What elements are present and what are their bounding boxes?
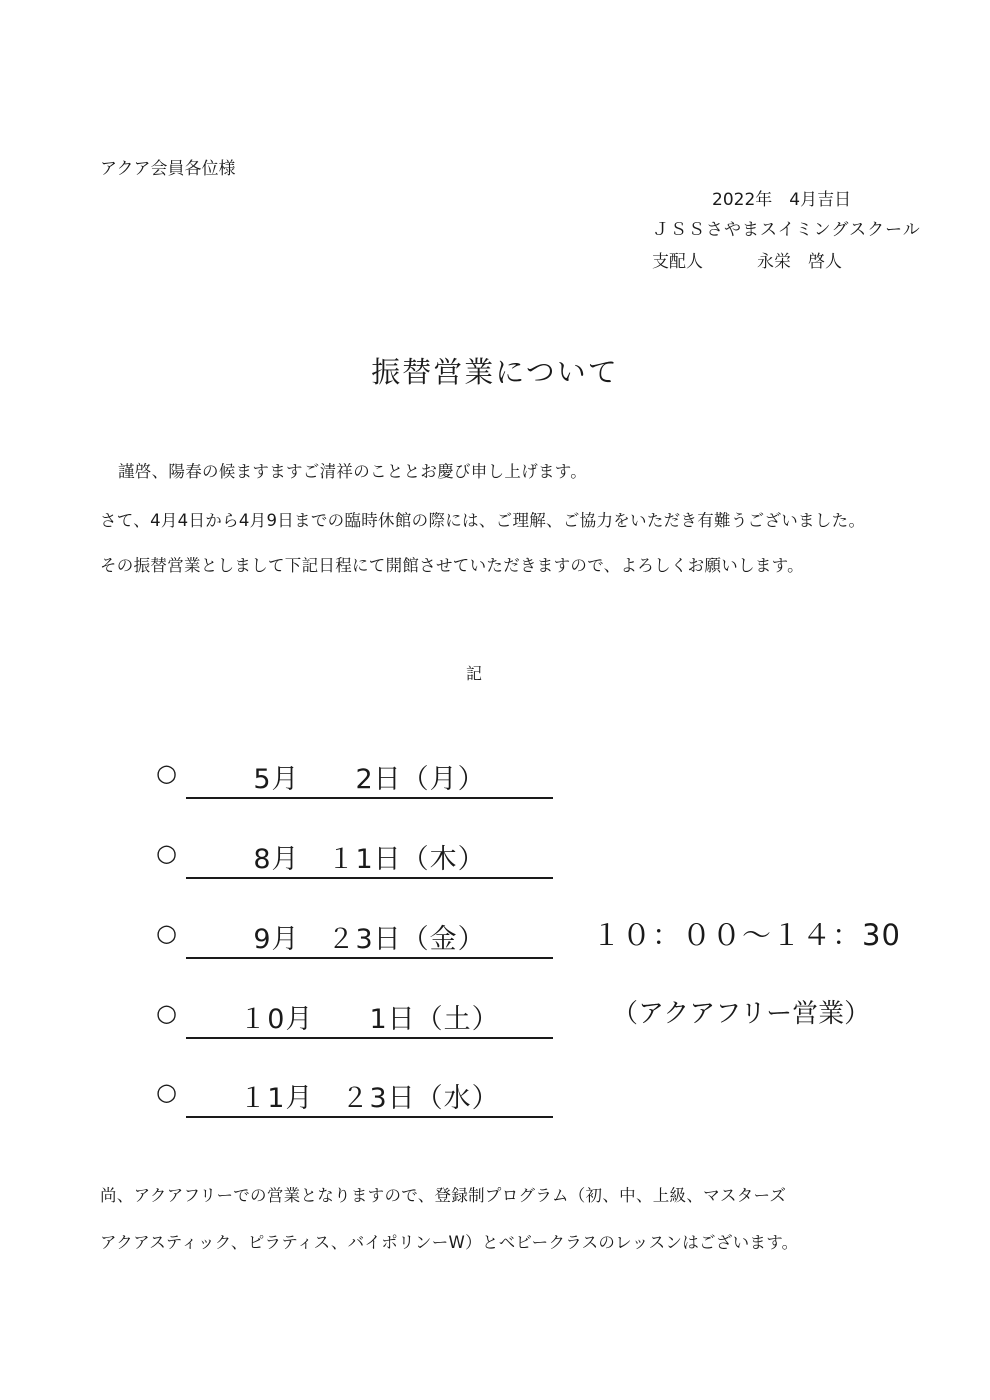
circle-bullet-icon: ○ (156, 1078, 177, 1106)
ki-heading: 記 (465, 664, 482, 683)
schedule-date: 9月 ２3日（金） (253, 924, 486, 955)
document-title: 振替営業について (371, 355, 619, 389)
circle-bullet-icon: ○ (156, 839, 177, 867)
footer-note-line: 尚、アクアフリーでの営業となりますので、登録制プログラム（初、中、上級、マスターズ (100, 1186, 787, 1205)
schedule-date: １0月 1日（土） (239, 1004, 500, 1035)
underline (186, 877, 553, 879)
schedule-date: 8月 １1日（木） (253, 844, 486, 875)
manager-name: 永栄 啓人 (757, 252, 842, 272)
footer-note-line: アクアスティック、ピラティス、バイポリンーW）とベビークラスのレッスンはございます。 (100, 1233, 799, 1252)
schedule-date: １1月 ２3日（水） (239, 1083, 500, 1114)
opening-hours: １０：００～１４：30 (592, 918, 901, 952)
body-line-thanks: さて、4月4日から4月9日までの臨時休館の際には、ご理解、ご協力をいただき有難うございました。 (100, 511, 866, 530)
body-line-announcement: その振替営業としまして下記日程にて開館させていただきますので、よろしくお願いします。 (100, 556, 804, 575)
circle-bullet-icon: ○ (156, 759, 177, 787)
underline (186, 1037, 553, 1039)
underline (186, 1116, 553, 1118)
circle-bullet-icon: ○ (156, 999, 177, 1027)
operation-mode: （アクアフリー営業） (612, 999, 871, 1029)
organization-name: ＪＳＳさやまスイミングスクール (652, 220, 921, 240)
body-line-greeting: 謹啓、陽春の候ますますご清祥のこととお慶び申し上げます。 (118, 462, 588, 481)
addressee: アクア会員各位様 (100, 159, 236, 179)
circle-bullet-icon: ○ (156, 919, 177, 947)
issue-date: 2022年 4月吉日 (712, 190, 852, 210)
manager-title: 支配人 (652, 252, 703, 272)
underline (186, 797, 553, 799)
schedule-date: 5月 2日（月） (253, 764, 486, 795)
underline (186, 957, 553, 959)
